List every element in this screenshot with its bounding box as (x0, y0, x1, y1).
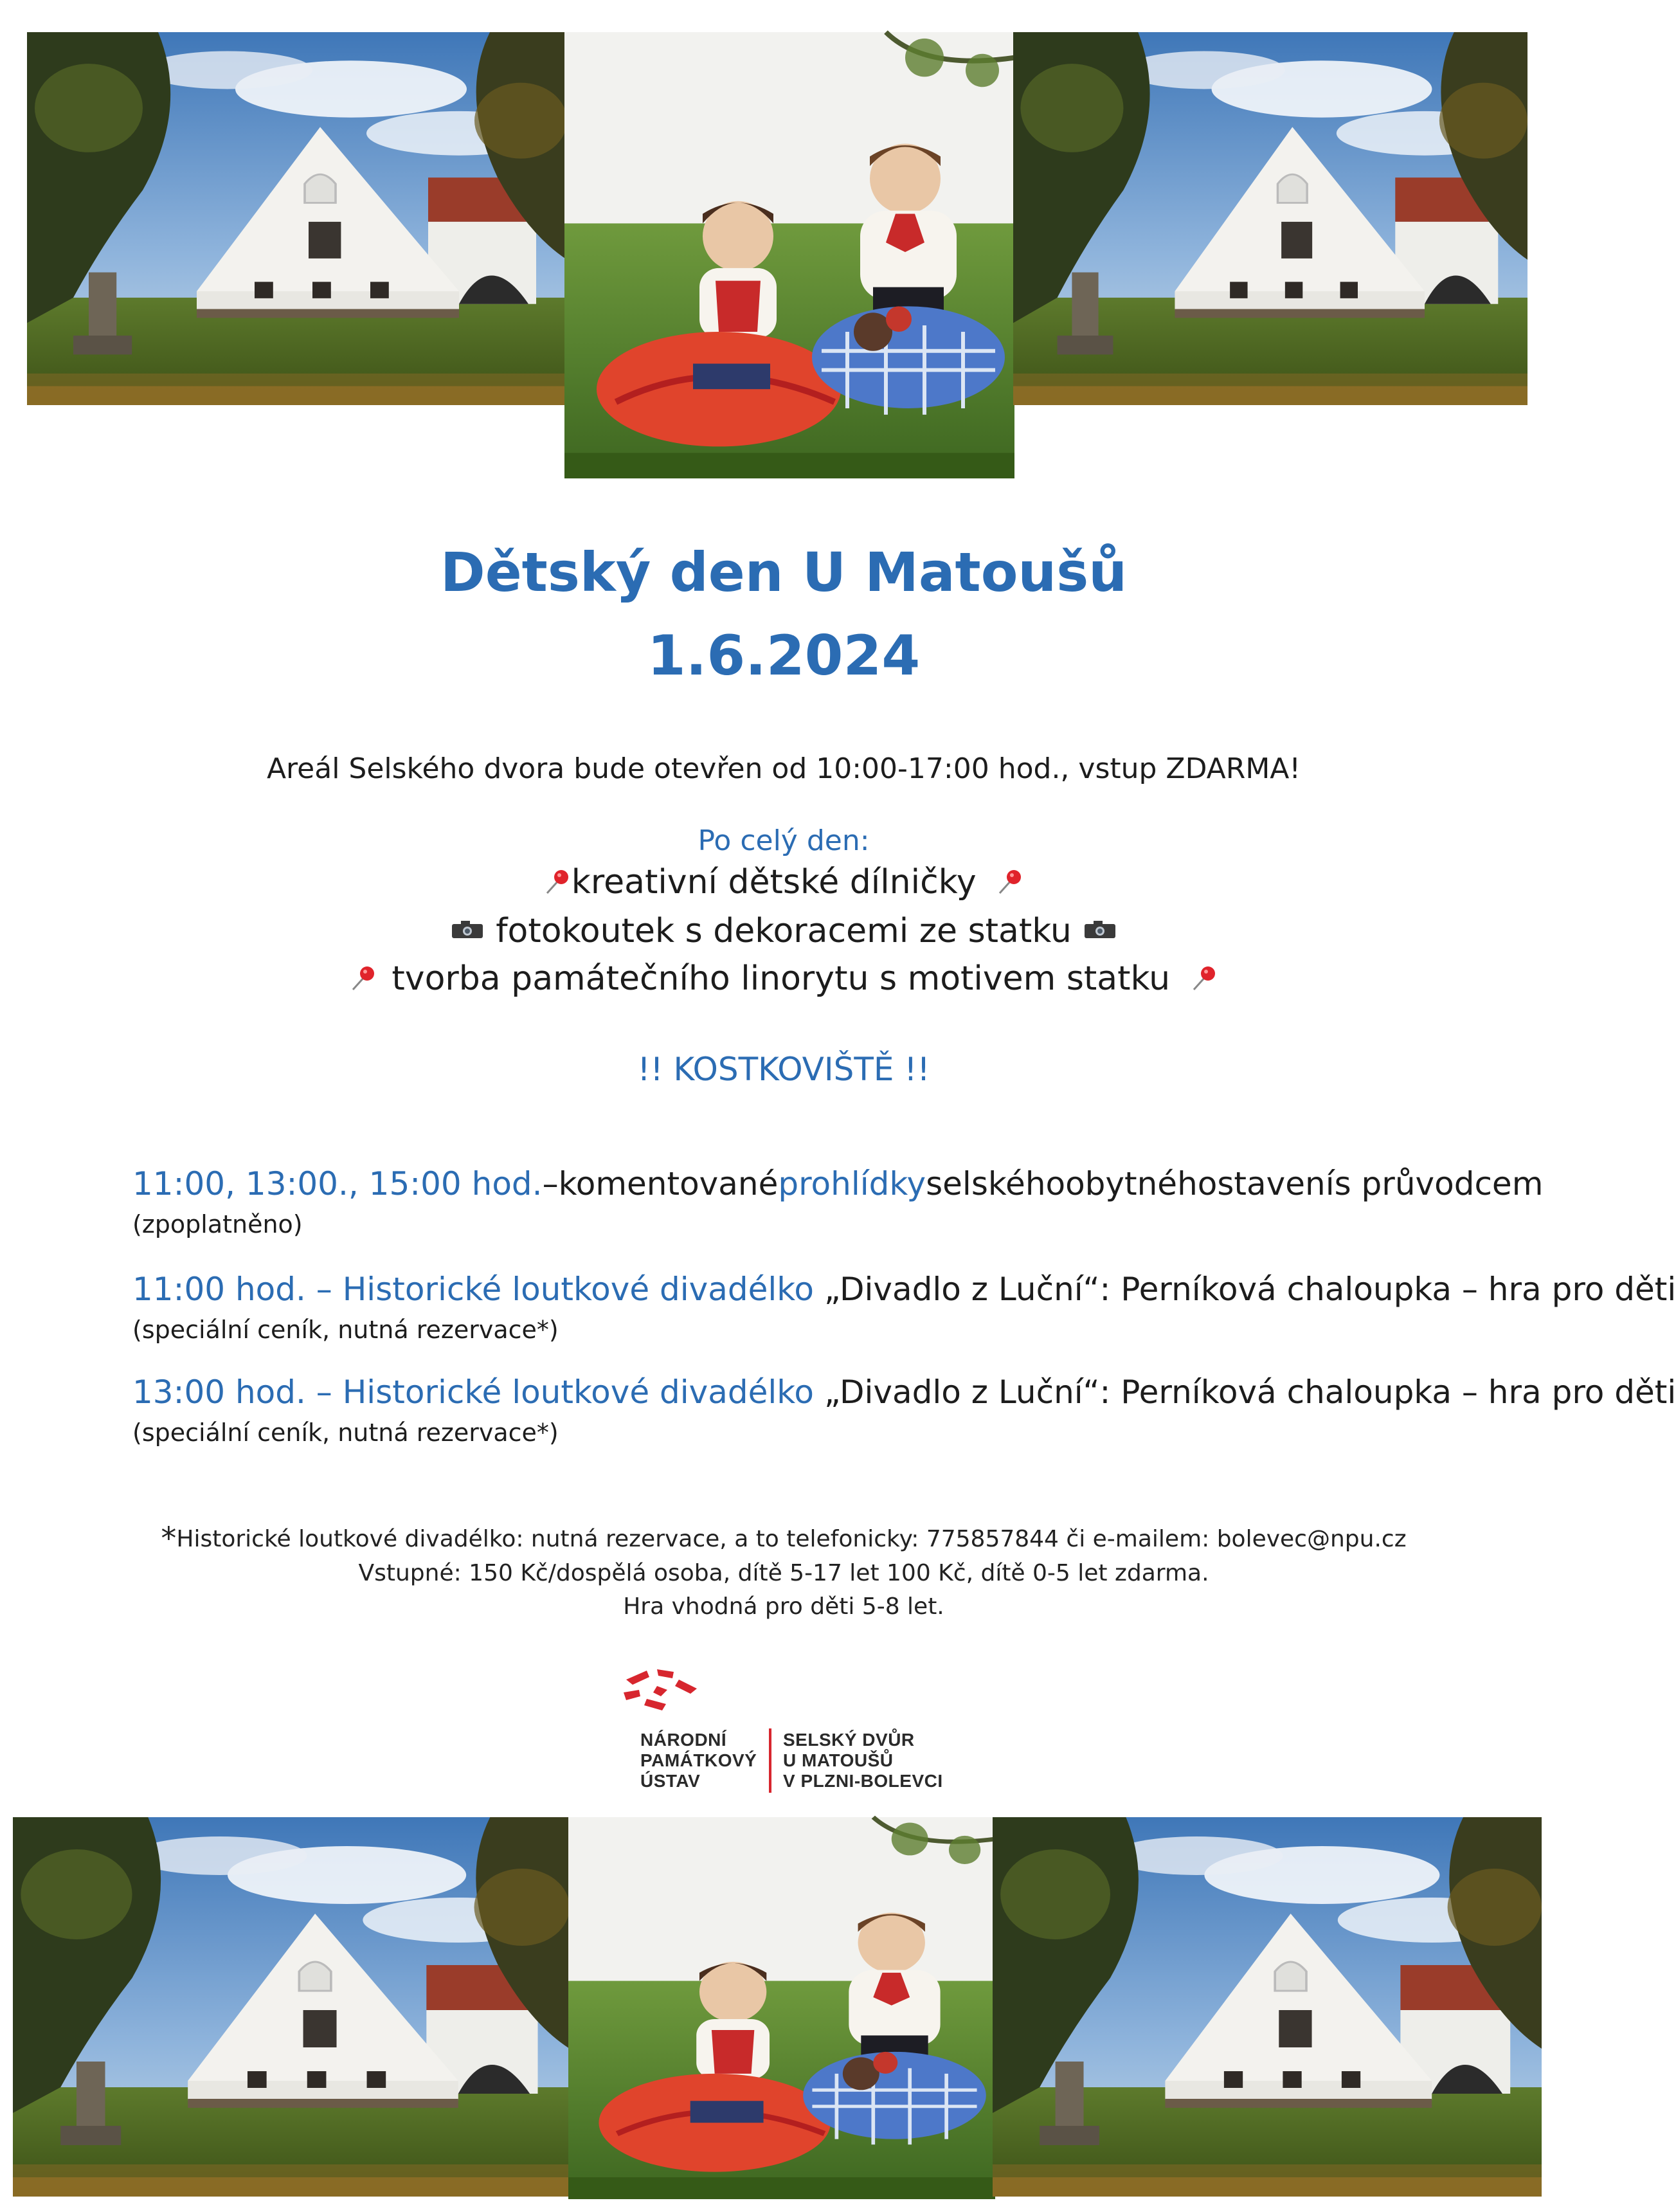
logo-line: V PLZNI-BOLEVCI (783, 1771, 943, 1791)
feature-label: kreativní dětské dílničky (571, 863, 977, 902)
feature-linocut (0, 957, 1567, 1001)
program-word: stavení (1217, 1165, 1335, 1202)
program-time: 13:00 hod (132, 1373, 296, 1411)
footnote-prices: Vstupné: 150 Kč/dospělá osoba, dítě 5-17 let 100 Kč, dítě 0-5 let zdarma. (358, 1560, 1209, 1586)
footnote-reservation-text: Historické loutkové divadélko: nutná rezervace, a to telefonicky: 775857844 či e-mailem: bolevec@npu.cz (176, 1526, 1407, 1552)
pushpin-icon (349, 964, 377, 992)
photo-girls-bottom (568, 1817, 995, 2199)
opening-hours: Areál Selského dvora bude otevřen od 10:00-17:00 hod., vstup ZDARMA! (266, 752, 1301, 785)
photo-house-top-right (1013, 32, 1527, 405)
program-title: „Divadlo z Luční“: Perníková chaloupka – hra pro děti (824, 1271, 1676, 1308)
logo-line: ÚSTAV (640, 1771, 701, 1791)
logo-line: U MATOUŠŮ (783, 1750, 894, 1770)
pushpin-icon (996, 867, 1024, 896)
photo-house-bottom-left (13, 1817, 570, 2197)
npu-logo-icon (621, 1667, 698, 1713)
feature-workshops (0, 860, 1567, 904)
program-item-tours (132, 1161, 1544, 1242)
feature-label: fotokoutek s dekoracemi ze statku (496, 912, 1072, 950)
photo-house-bottom-right (993, 1817, 1542, 2197)
highlight-kostkoviste: !! KOSTKOVIŠTĚ !! (637, 1051, 930, 1088)
program-item-theatre-13 (132, 1370, 1676, 1451)
program-item-theatre-11 (132, 1267, 1676, 1348)
event-title: Dětský den U Matoušů (440, 541, 1128, 604)
program-theatre: Historické loutkové divadélko (342, 1271, 815, 1308)
program-note: (speciální ceník, nutná rezervace*) (132, 1419, 559, 1447)
pushpin-icon (543, 867, 572, 896)
program-title: „Divadlo z Luční“: Perníková chaloupka – hra pro děti (824, 1373, 1676, 1411)
footnote-reservation (0, 1523, 1567, 1555)
feature-label: tvorba památečního linorytu s motivem statku (392, 959, 1171, 998)
program-word: selského (926, 1165, 1066, 1202)
program-separator: . – (296, 1373, 343, 1411)
logo-site-text (783, 1730, 963, 1791)
footnote-age: Hra vhodná pro děti 5-8 let. (623, 1593, 944, 1620)
camera-icon (1083, 920, 1117, 939)
feature-photo-corner (0, 909, 1567, 953)
footnote-star: * (161, 1521, 177, 1557)
program-theatre: Historické loutkové divadélko (342, 1373, 815, 1411)
photo-girls-top (564, 32, 1014, 478)
photo-house-top-left (27, 32, 567, 405)
logo-line: SELSKÝ DVŮR (783, 1730, 915, 1750)
program-note: (speciální ceník, nutná rezervace*) (132, 1316, 559, 1344)
logo-divider (769, 1728, 771, 1793)
program-word: obytného (1065, 1165, 1218, 1202)
program-word: komentované (558, 1165, 779, 1202)
program-dash: – (542, 1165, 559, 1202)
program-separator: – (305, 1271, 343, 1308)
program-word: prohlídky (778, 1165, 926, 1202)
camera-icon (451, 920, 484, 939)
program-time: 11:00, 13:00., 15:00 hod. (132, 1165, 543, 1202)
logo-line: PAMÁTKOVÝ (640, 1750, 757, 1770)
pushpin-icon (1190, 964, 1218, 992)
logo-npu-text (640, 1730, 762, 1791)
logo-line: NÁRODNÍ (640, 1730, 727, 1750)
program-time: 11:00 hod. (132, 1271, 306, 1308)
program-note: (zpoplatněno) (132, 1210, 303, 1238)
all-day-heading: Po celý den: (698, 824, 870, 857)
program-word: s průvodcem (1334, 1165, 1544, 1202)
event-date: 1.6.2024 (647, 624, 921, 688)
